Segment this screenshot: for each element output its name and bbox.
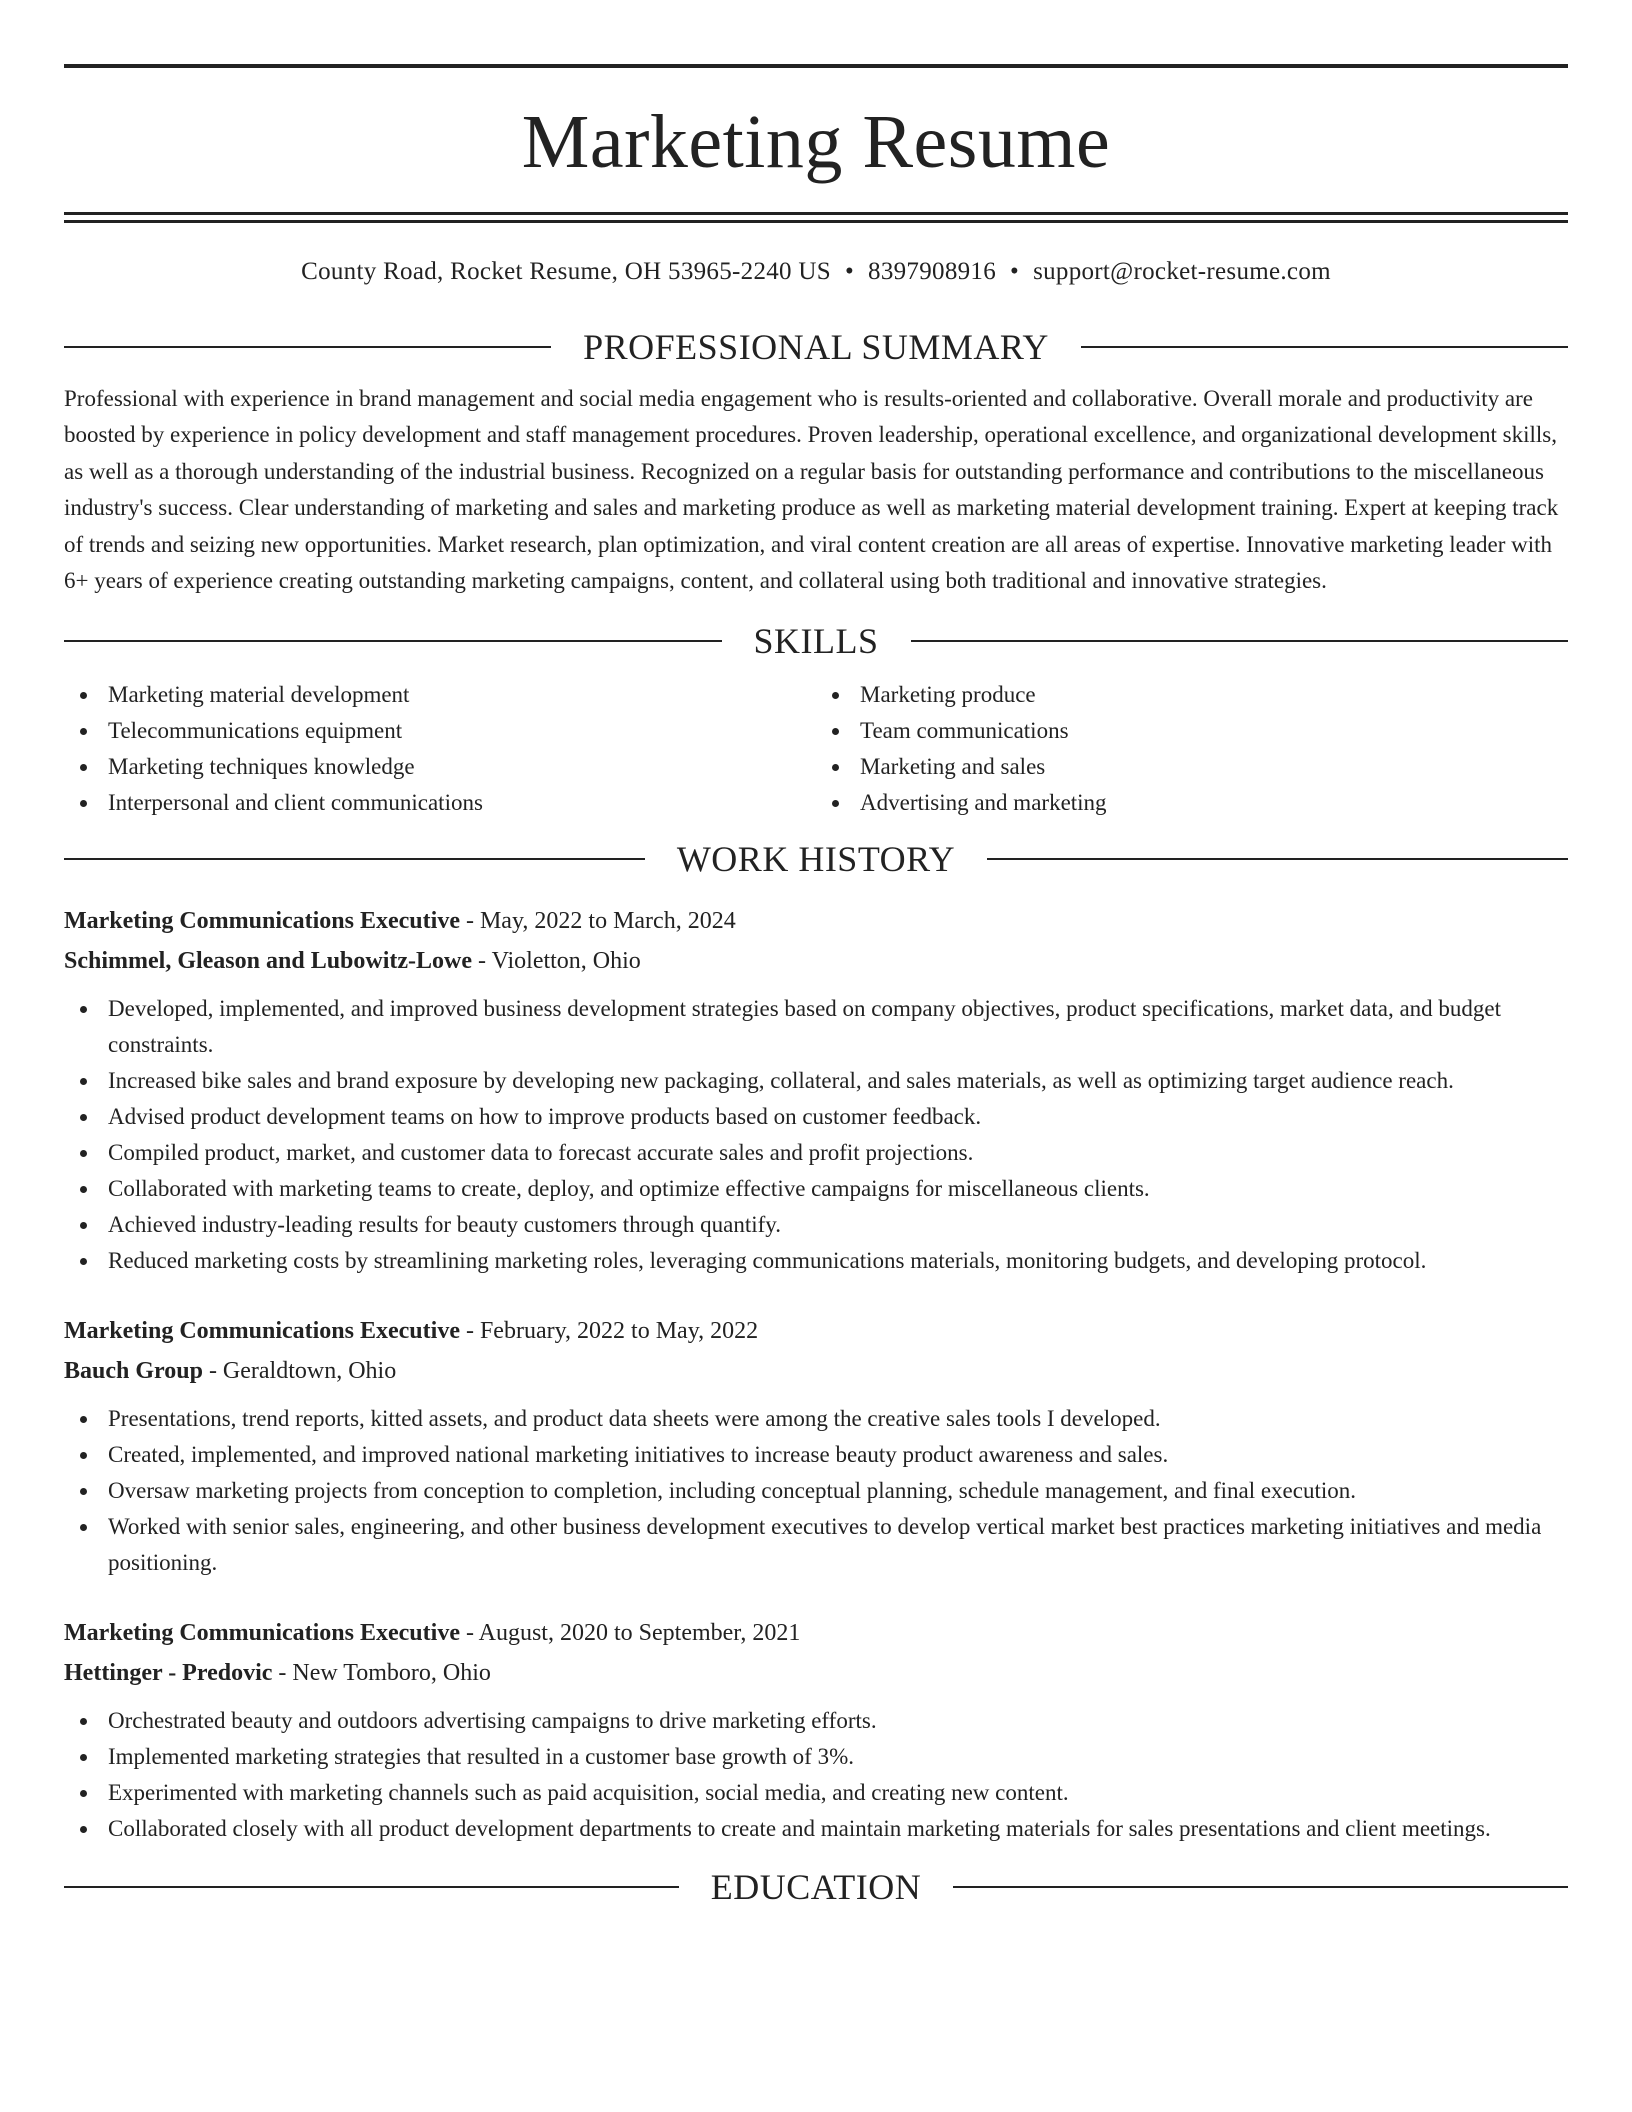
title-double-rule	[64, 212, 1568, 223]
contact-separator: •	[844, 258, 855, 285]
skill-item: Telecommunications equipment	[64, 713, 816, 749]
job-bullet: Orchestrated beauty and outdoors advertising campaigns to drive marketing efforts.	[64, 1703, 1568, 1739]
heading-rule	[953, 1886, 1568, 1888]
heading-rule	[911, 640, 1569, 642]
job-bullet: Collaborated closely with all product development departments to create and maintain marketing materials for sales presentations and client meetings.	[64, 1811, 1568, 1847]
skill-item: Marketing and sales	[816, 749, 1568, 785]
job-bullet: Compiled product, market, and customer data to forecast accurate sales and profit projections.	[64, 1135, 1568, 1171]
job-company: Schimmel, Gleason and Lubowitz-Lowe	[64, 948, 473, 975]
job-title-line	[64, 901, 1568, 941]
heading-rule	[64, 346, 551, 348]
job-entry	[64, 901, 1568, 1279]
section-heading-skills	[64, 621, 1568, 661]
section-title: PROFESSIONAL SUMMARY	[583, 327, 1049, 367]
job-bullet: Experimented with marketing channels such as paid acquisition, social media, and creating new content.	[64, 1775, 1568, 1811]
job-bullet: Worked with senior sales, engineering, and other business development executives to develop vertical market best practices marketing initiatives and media positioning.	[64, 1509, 1568, 1581]
job-bullet: Advised product development teams on how to improve products based on customer feedback.	[64, 1099, 1568, 1135]
heading-rule	[987, 858, 1568, 860]
skills-column-right	[816, 677, 1568, 821]
job-title: Marketing Communications Executive	[64, 1318, 460, 1345]
contact-address: County Road, Rocket Resume, OH 53965-2240 US	[301, 258, 831, 285]
job-bullet: Collaborated with marketing teams to create, deploy, and optimize effective campaigns for miscellaneous clients.	[64, 1171, 1568, 1207]
section-title: WORK HISTORY	[676, 839, 956, 880]
job-company: Bauch Group	[64, 1358, 203, 1385]
section-title: SKILLS	[753, 621, 879, 662]
job-entry	[64, 1613, 1568, 1847]
contact-line	[64, 257, 1568, 287]
contact-email: support@rocket-resume.com	[1033, 258, 1331, 285]
job-bullets	[64, 1401, 1568, 1581]
skill-item: Marketing techniques knowledge	[64, 749, 816, 785]
job-location: - New Tomboro, Ohio	[272, 1660, 491, 1687]
job-bullet: Developed, implemented, and improved business development strategies based on company objectives, product specifications, market data, and budget constraints.	[64, 991, 1568, 1063]
job-bullets	[64, 1703, 1568, 1847]
job-dates: - February, 2022 to May, 2022	[459, 1318, 759, 1345]
contact-phone: 8397908916	[868, 258, 997, 285]
job-bullet: Oversaw marketing projects from conception to completion, including conceptual planning, schedule management, and final execution.	[64, 1473, 1568, 1509]
job-company-line	[64, 1653, 1568, 1693]
job-bullet: Achieved industry-leading results for beauty customers through quantify.	[64, 1207, 1568, 1243]
section-heading-work-history	[64, 839, 1568, 879]
page-title: Marketing Resume	[521, 100, 1111, 184]
job-company-line	[64, 941, 1568, 981]
job-bullets	[64, 991, 1568, 1279]
job-location: - Violetton, Ohio	[472, 948, 641, 975]
job-dates: - May, 2022 to March, 2024	[459, 908, 736, 935]
job-bullet: Implemented marketing strategies that resulted in a customer base growth of 3%.	[64, 1739, 1568, 1775]
job-title: Marketing Communications Executive	[64, 1620, 460, 1647]
job-bullet: Increased bike sales and brand exposure by developing new packaging, collateral, and sales materials, as well as optimizing target audience reach.	[64, 1063, 1568, 1099]
heading-rule	[64, 640, 722, 642]
job-company: Hettinger - Predovic	[64, 1660, 273, 1687]
job-dates: - August, 2020 to September, 2021	[459, 1620, 801, 1647]
job-bullet: Created, implemented, and improved national marketing initiatives to increase beauty product awareness and sales.	[64, 1437, 1568, 1473]
heading-rule	[1081, 346, 1568, 348]
job-entry	[64, 1311, 1568, 1581]
contact-separator: •	[1010, 258, 1020, 285]
heading-rule	[64, 858, 645, 860]
section-heading-education	[64, 1867, 1568, 1907]
skill-item: Marketing material development	[64, 677, 816, 713]
heading-rule	[64, 1886, 679, 1888]
resume-page	[64, 64, 1568, 1907]
skill-item: Advertising and marketing	[816, 785, 1568, 821]
job-company-line	[64, 1351, 1568, 1391]
job-title-line	[64, 1613, 1568, 1653]
skills-list	[64, 677, 1568, 821]
section-title: EDUCATION	[710, 1867, 922, 1908]
skill-item: Team communications	[816, 713, 1568, 749]
section-heading-summary	[64, 327, 1568, 367]
professional-summary: Professional with experience in brand management and social media engagement who is results-oriented and collaborative. Overall morale and productivity are boosted by experience in policy development and staff management procedures. Proven leadership, operational excellence, and organizational development skills, as well as a thorough understanding of the industrial business. Recognized on a regular basis for outstanding performance and contributions to the miscellaneous industry's success. Clear understanding of marketing and sales and marketing produce as well as marketing material development training. Expert at keeping track of trends and seizing new opportunities. Market research, plan optimization, and viral content creation are all areas of expertise. Innovative marketing leader with 6+ years of experience creating outstanding marketing campaigns, content, and collateral using both traditional and innovative strategies.	[64, 386, 1559, 594]
job-title: Marketing Communications Executive	[64, 908, 460, 935]
skill-item: Interpersonal and client communications	[64, 785, 816, 821]
job-bullet: Presentations, trend reports, kitted assets, and product data sheets were among the creative sales tools I developed.	[64, 1401, 1568, 1437]
skills-column-left	[64, 677, 816, 821]
top-rule	[64, 64, 1568, 68]
skill-item: Marketing produce	[816, 677, 1568, 713]
job-location: - Geraldtown, Ohio	[202, 1358, 397, 1385]
job-title-line	[64, 1311, 1568, 1351]
job-bullet: Reduced marketing costs by streamlining marketing roles, leveraging communications materials, monitoring budgets, and developing protocol.	[64, 1243, 1568, 1279]
